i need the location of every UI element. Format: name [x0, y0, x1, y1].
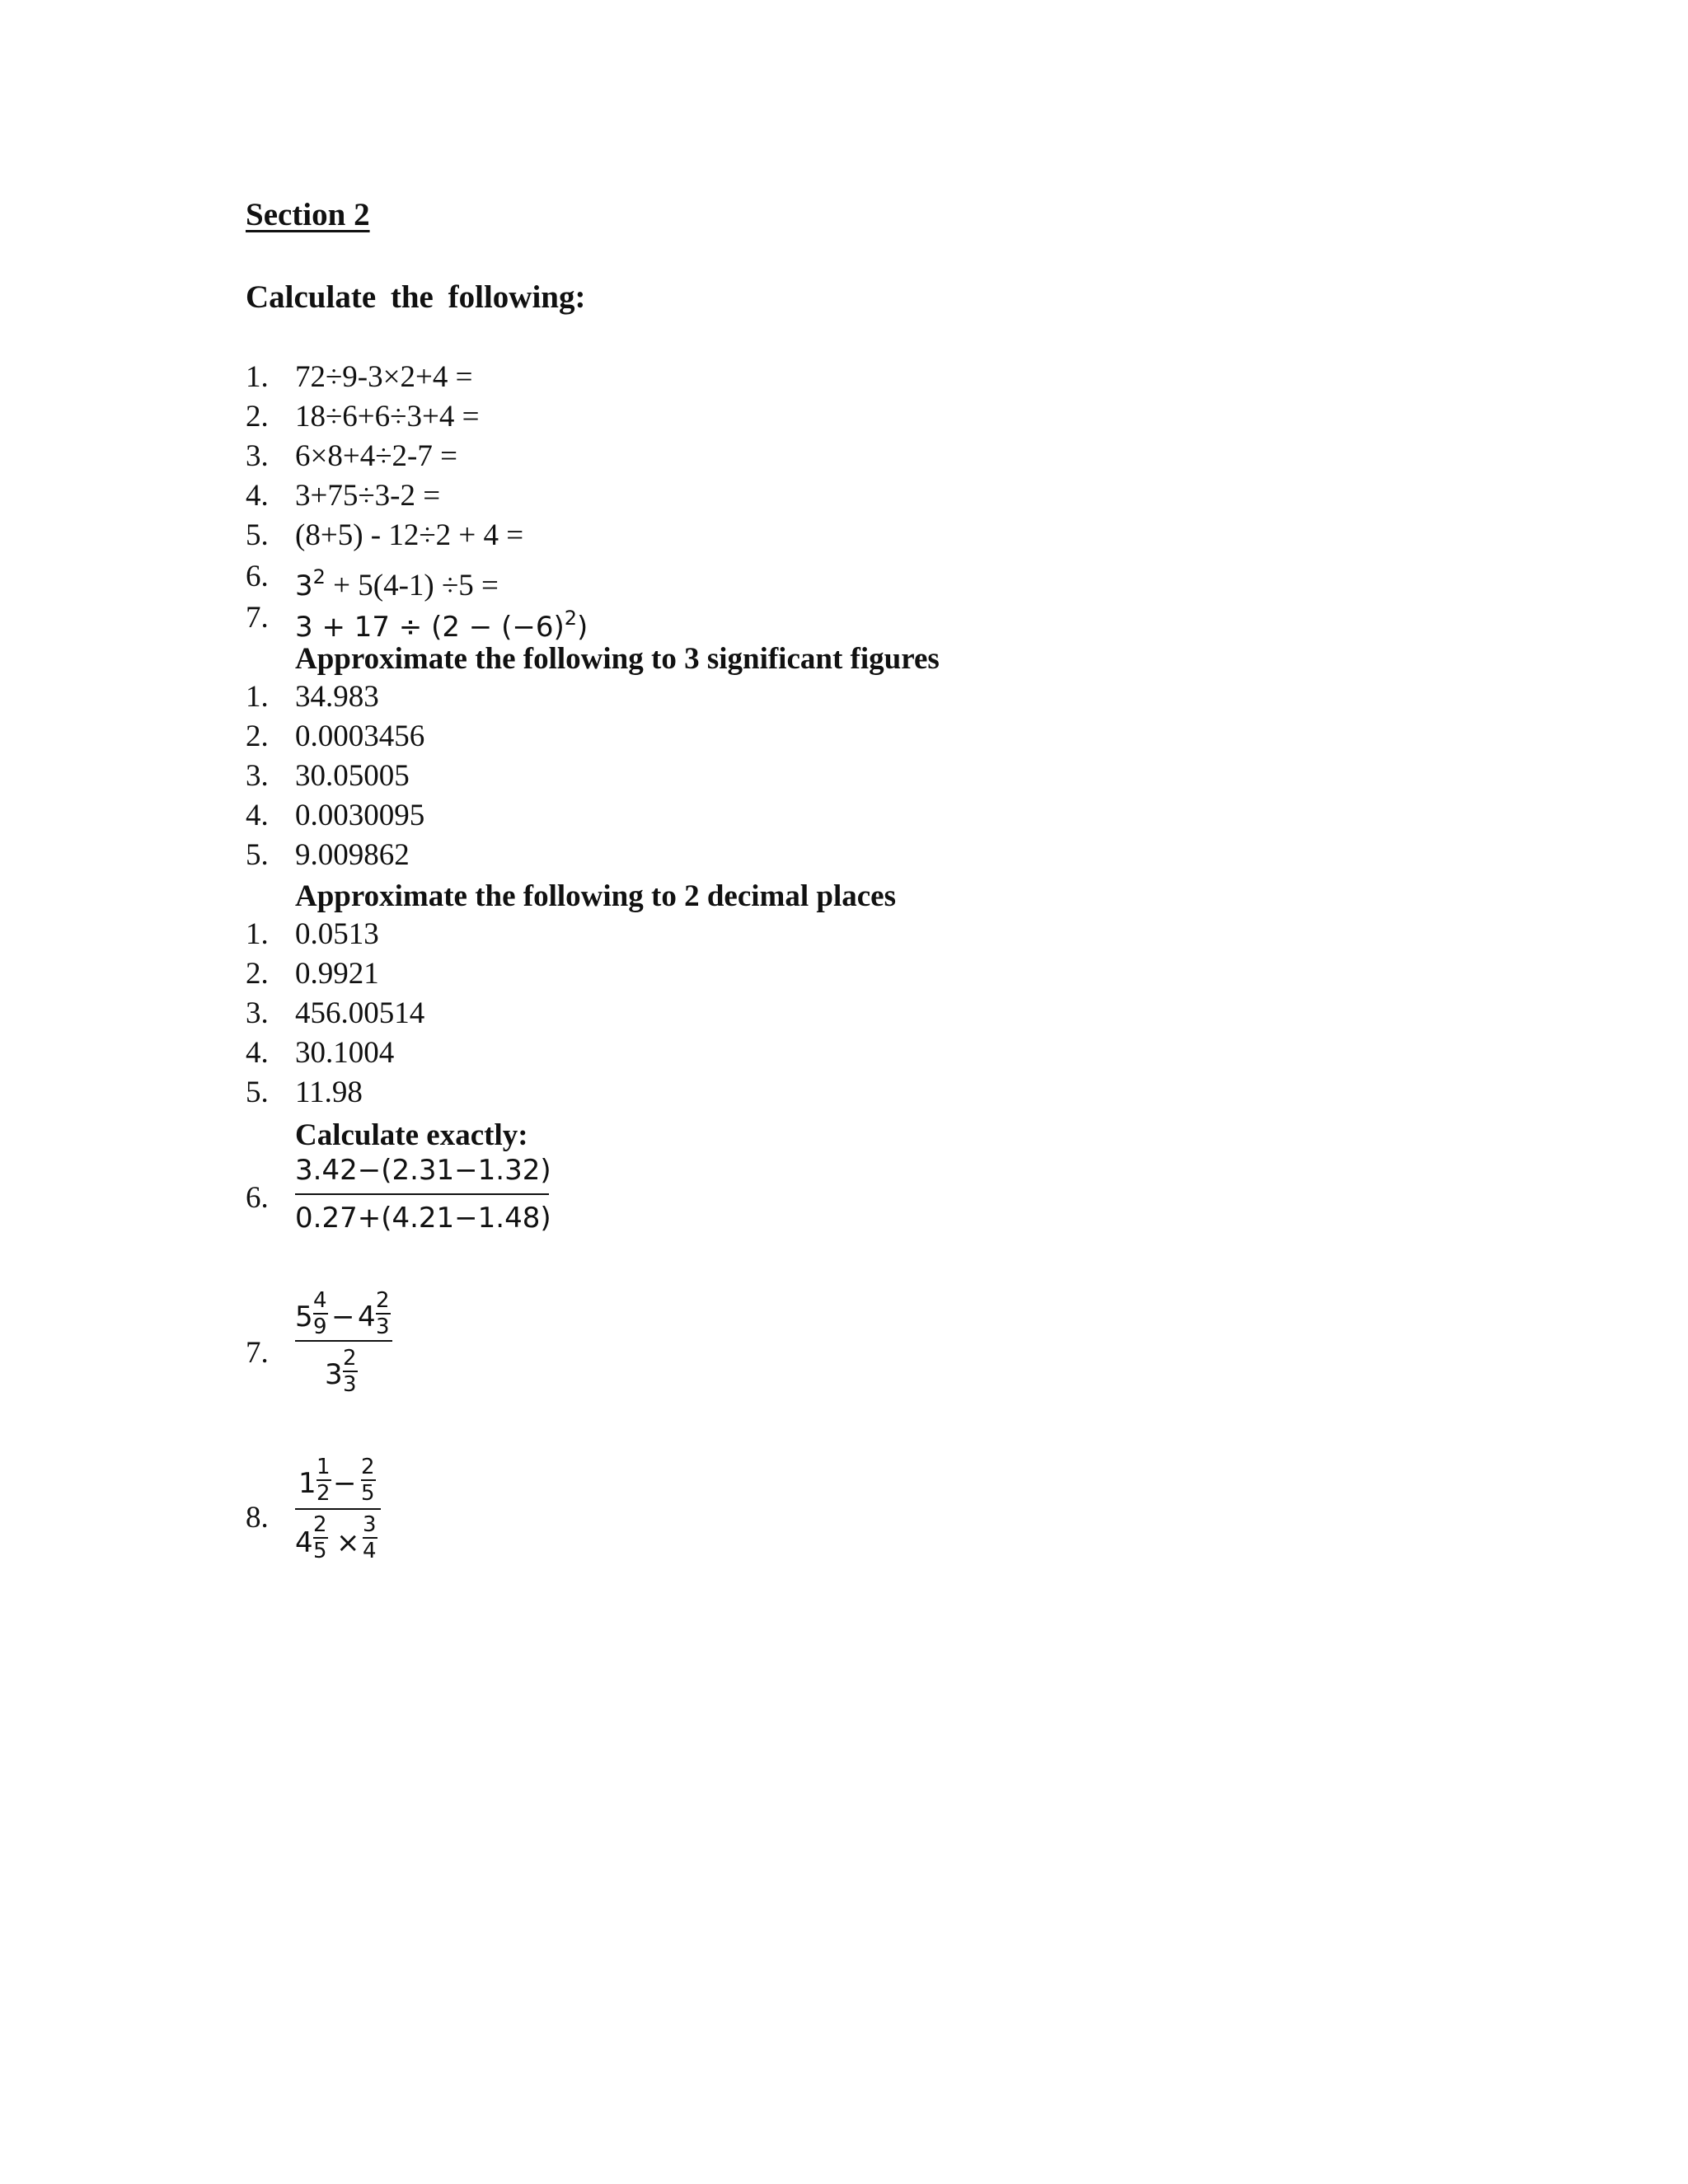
calculate-exactly-heading: Calculate exactly: [295, 1118, 528, 1152]
mixed-whole: 3 [325, 1358, 343, 1391]
mixed-whole: 1 [298, 1467, 316, 1500]
item-number: 7. [246, 1336, 269, 1370]
item-value: 0.0003456 [295, 719, 425, 753]
fraction-bar [295, 1340, 392, 1342]
mixed-whole: 4 [295, 1526, 313, 1559]
item-number: 4. [246, 1036, 269, 1070]
small-denominator: 4 [363, 1539, 377, 1563]
mixed-whole: 5 [295, 1301, 313, 1333]
expression-post: ) [577, 611, 588, 644]
item-number: 1. [246, 360, 269, 394]
small-denominator: 5 [361, 1481, 375, 1506]
small-numerator: 2 [313, 1512, 327, 1537]
item-value: 0.9921 [295, 957, 379, 991]
fraction-bar [295, 1193, 549, 1195]
small-denominator: 3 [376, 1315, 390, 1339]
item-number: 7. [246, 601, 269, 635]
mixed-whole: 4 [358, 1301, 376, 1333]
item-number: 4. [246, 479, 269, 513]
small-denominator: 9 [313, 1315, 327, 1339]
expression-rest: + 5(4-1) ÷5 = [325, 569, 499, 602]
item-number: 2. [246, 719, 269, 753]
sig-figs-heading: Approximate the following to 3 significant figures [295, 642, 940, 676]
item-number: 1. [246, 917, 269, 951]
small-numerator: 1 [316, 1455, 331, 1479]
calculate-heading: Calculate the following: [246, 279, 586, 315]
item-expression: 6×8+4÷2-7 = [295, 439, 457, 473]
power-exponent: 2 [564, 607, 578, 630]
fraction-denominator: 0.27+(4.21−1.48) [295, 1202, 551, 1235]
small-denominator: 2 [316, 1481, 331, 1506]
decimal-places-heading: Approximate the following to 2 decimal places [295, 879, 896, 913]
item-number: 1. [246, 680, 269, 714]
small-denominator: 5 [313, 1539, 327, 1563]
small-numerator: 4 [313, 1288, 327, 1313]
item-value: 30.05005 [295, 759, 410, 793]
item-value: 34.983 [295, 680, 379, 714]
times-sign: × [336, 1526, 360, 1559]
fraction-q6 [295, 1152, 551, 1243]
fraction-q8 [295, 1451, 402, 1582]
item-number: 3. [246, 996, 269, 1030]
item-value: 0.0030095 [295, 799, 425, 832]
item-number: 3. [246, 759, 269, 793]
item-expression: 72÷9-3×2+4 = [295, 360, 473, 394]
item-number: 6. [246, 560, 269, 593]
item-expression: 3+75÷3-2 = [295, 479, 441, 513]
item-number: 8. [246, 1501, 269, 1535]
item-value: 456.00514 [295, 996, 425, 1030]
fraction-q7 [295, 1286, 402, 1418]
expression-pre: 3 + 17 ÷ (2 − (−6) [295, 611, 565, 644]
item-value: 0.0513 [295, 917, 379, 951]
section-title: Section 2 [246, 197, 370, 232]
item-number: 5. [246, 838, 269, 872]
item-value: 9.009862 [295, 838, 410, 872]
item-number: 2. [246, 957, 269, 991]
small-numerator: 2 [376, 1288, 390, 1313]
item-number: 4. [246, 799, 269, 832]
small-numerator: 2 [343, 1346, 357, 1371]
item-number: 2. [246, 400, 269, 434]
item-value: 11.98 [295, 1076, 363, 1109]
item-number: 6. [246, 1181, 269, 1215]
item-number: 5. [246, 518, 269, 552]
item-number: 3. [246, 439, 269, 473]
item-expression: 18÷6+6÷3+4 = [295, 400, 480, 434]
item-expression: (8+5) - 12÷2 + 4 = [295, 518, 524, 552]
small-numerator: 3 [363, 1512, 377, 1537]
fraction-numerator: 3.42−(2.31−1.32) [295, 1154, 551, 1187]
item-value: 30.1004 [295, 1036, 395, 1070]
power-exponent: 2 [312, 565, 326, 588]
minus-sign: − [331, 1301, 355, 1333]
small-denominator: 3 [343, 1372, 357, 1397]
fraction-bar [295, 1508, 381, 1510]
minus-sign: − [333, 1467, 357, 1500]
power-base: 3 [295, 569, 313, 602]
item-number: 5. [246, 1076, 269, 1109]
small-numerator: 2 [361, 1455, 375, 1479]
